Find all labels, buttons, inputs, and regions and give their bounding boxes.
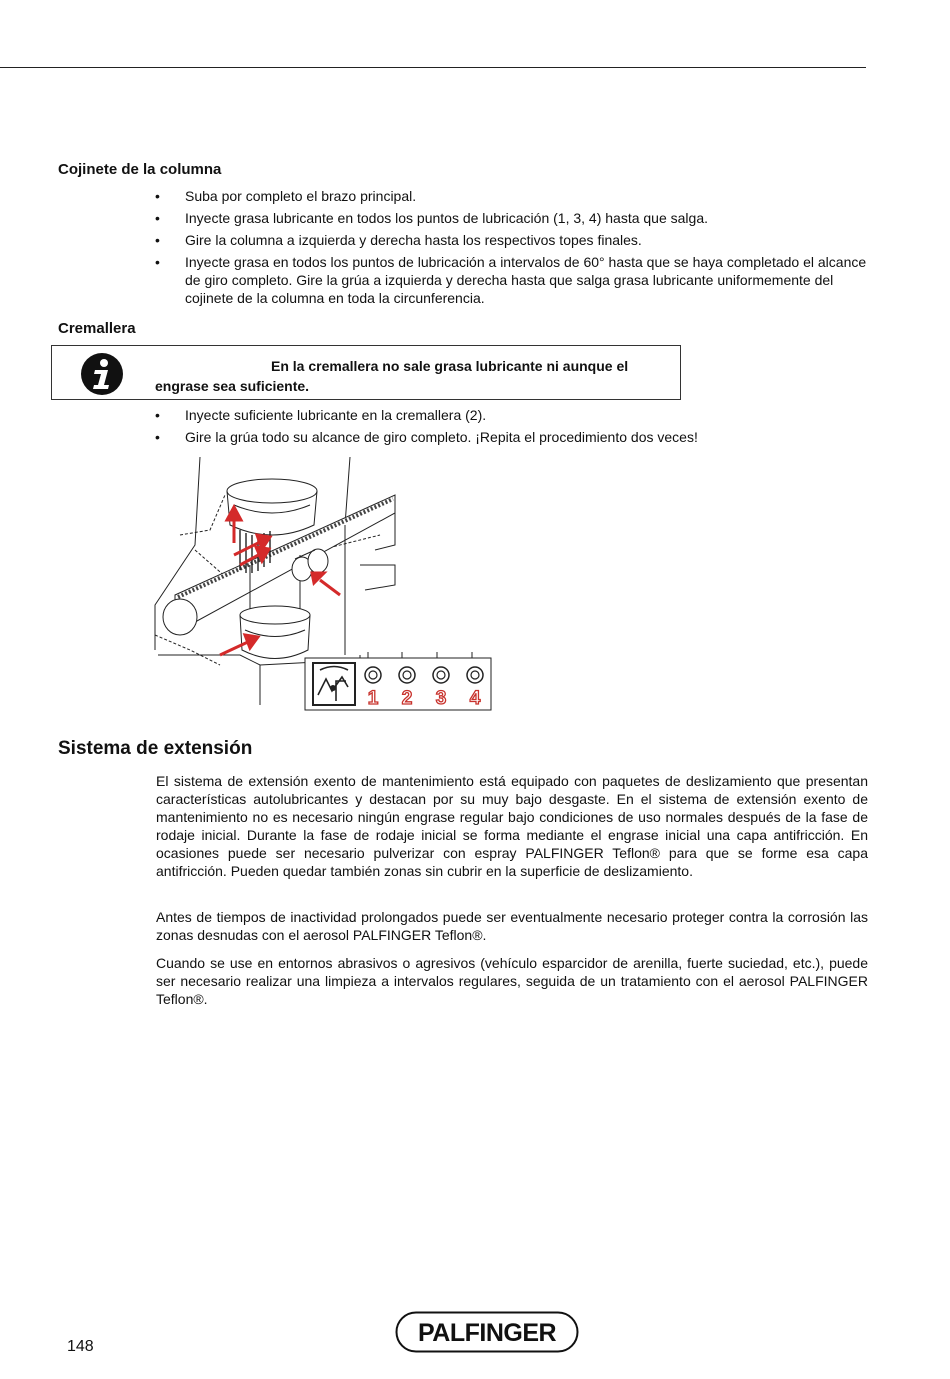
header-rule	[0, 67, 866, 68]
point-label-2: 2	[401, 688, 413, 709]
point-label-4: 4	[469, 688, 481, 709]
info-icon	[80, 352, 124, 396]
lubrication-point-panel	[305, 652, 491, 710]
crane-symbol-icon	[313, 663, 355, 705]
list-item: • Inyecte grasa lubricante en todos los puntos de lubricación (1, 3, 4) hasta que salga.	[155, 210, 708, 226]
list-item: • Suba por completo el brazo principal.	[155, 188, 417, 204]
palfinger-logo	[395, 1311, 579, 1353]
paragraph: Cuando se use en entornos abrasivos o agresivos (vehículo esparcidor de arenilla, fuerte suciedad, etc.), puede ser necesario realizar una limpieza a intervalos regulares, seguida de un tratamiento con el aerosol PALFINGER Teflon®.	[156, 955, 868, 1007]
list-item: • Gire la columna a izquierda y derecha hasta los respectivos topes finales.	[155, 232, 642, 248]
bullet-icon: •	[155, 232, 160, 248]
list-item: • Inyecte grasa en todos los puntos de lubricación a intervalos de 60° hasta que se haya completado el alcance de giro completo. Gire la grúa a izquierda y derecha hasta que salga grasa lubricante uniformemente del cojinete de la columna en toda la circunferencia.	[155, 254, 867, 306]
paragraph: El sistema de extensión exento de mantenimiento está equipado con paquetes de deslizamiento que presentan características autolubricantes y destacan por su muy bajo desgaste. En el sistema de extensión exento de mantenimiento no es necesario ningún engrase regular bajo condiciones de uso normales después de la fase de rodaje inicial. Durante la fase de rodaje inicial se forma mediante el engrase inicial una capa antifricción. En ocasiones puede ser necesario pulverizar con espray PALFINGER Teflon® para que se forme esa capa antifricción. Pueden quedar también zonas sin cubrir en la superficie de deslizamiento.	[156, 773, 868, 879]
info-note	[51, 345, 681, 400]
bullet-icon: •	[155, 407, 160, 423]
point-label-1: 1	[367, 688, 379, 709]
paragraph: Antes de tiempos de inactividad prolongados puede ser eventualmente necesario proteger contra la corrosión las zonas desnudas con el aerosol PALFINGER Teflon®.	[156, 909, 868, 943]
heading-extension-system: Sistema de extensión	[58, 738, 253, 759]
info-note-text: En la cremallera no sale grasa lubricante ni aunque el engrase sea suficiente.	[155, 358, 629, 394]
list-item: • Gire la grúa todo su alcance de giro completo. ¡Repita el procedimiento dos veces!	[155, 429, 698, 445]
point-label-3: 3	[435, 688, 447, 709]
lubrication-diagram	[150, 455, 495, 713]
list-item: • Inyecte suficiente lubricante en la cremallera (2).	[155, 407, 487, 423]
bullet-icon: •	[155, 254, 160, 270]
heading-rack: Cremallera	[58, 320, 136, 337]
column-bearing-list	[155, 187, 867, 311]
heading-column-bearing: Cojinete de la columna	[58, 161, 222, 178]
bullet-icon: •	[155, 210, 160, 226]
logo-text: PALFINGER	[417, 1319, 557, 1347]
rack-list	[155, 406, 867, 450]
bullet-icon: •	[155, 429, 160, 445]
page-number: 148	[67, 1338, 94, 1355]
bullet-icon: •	[155, 188, 160, 204]
